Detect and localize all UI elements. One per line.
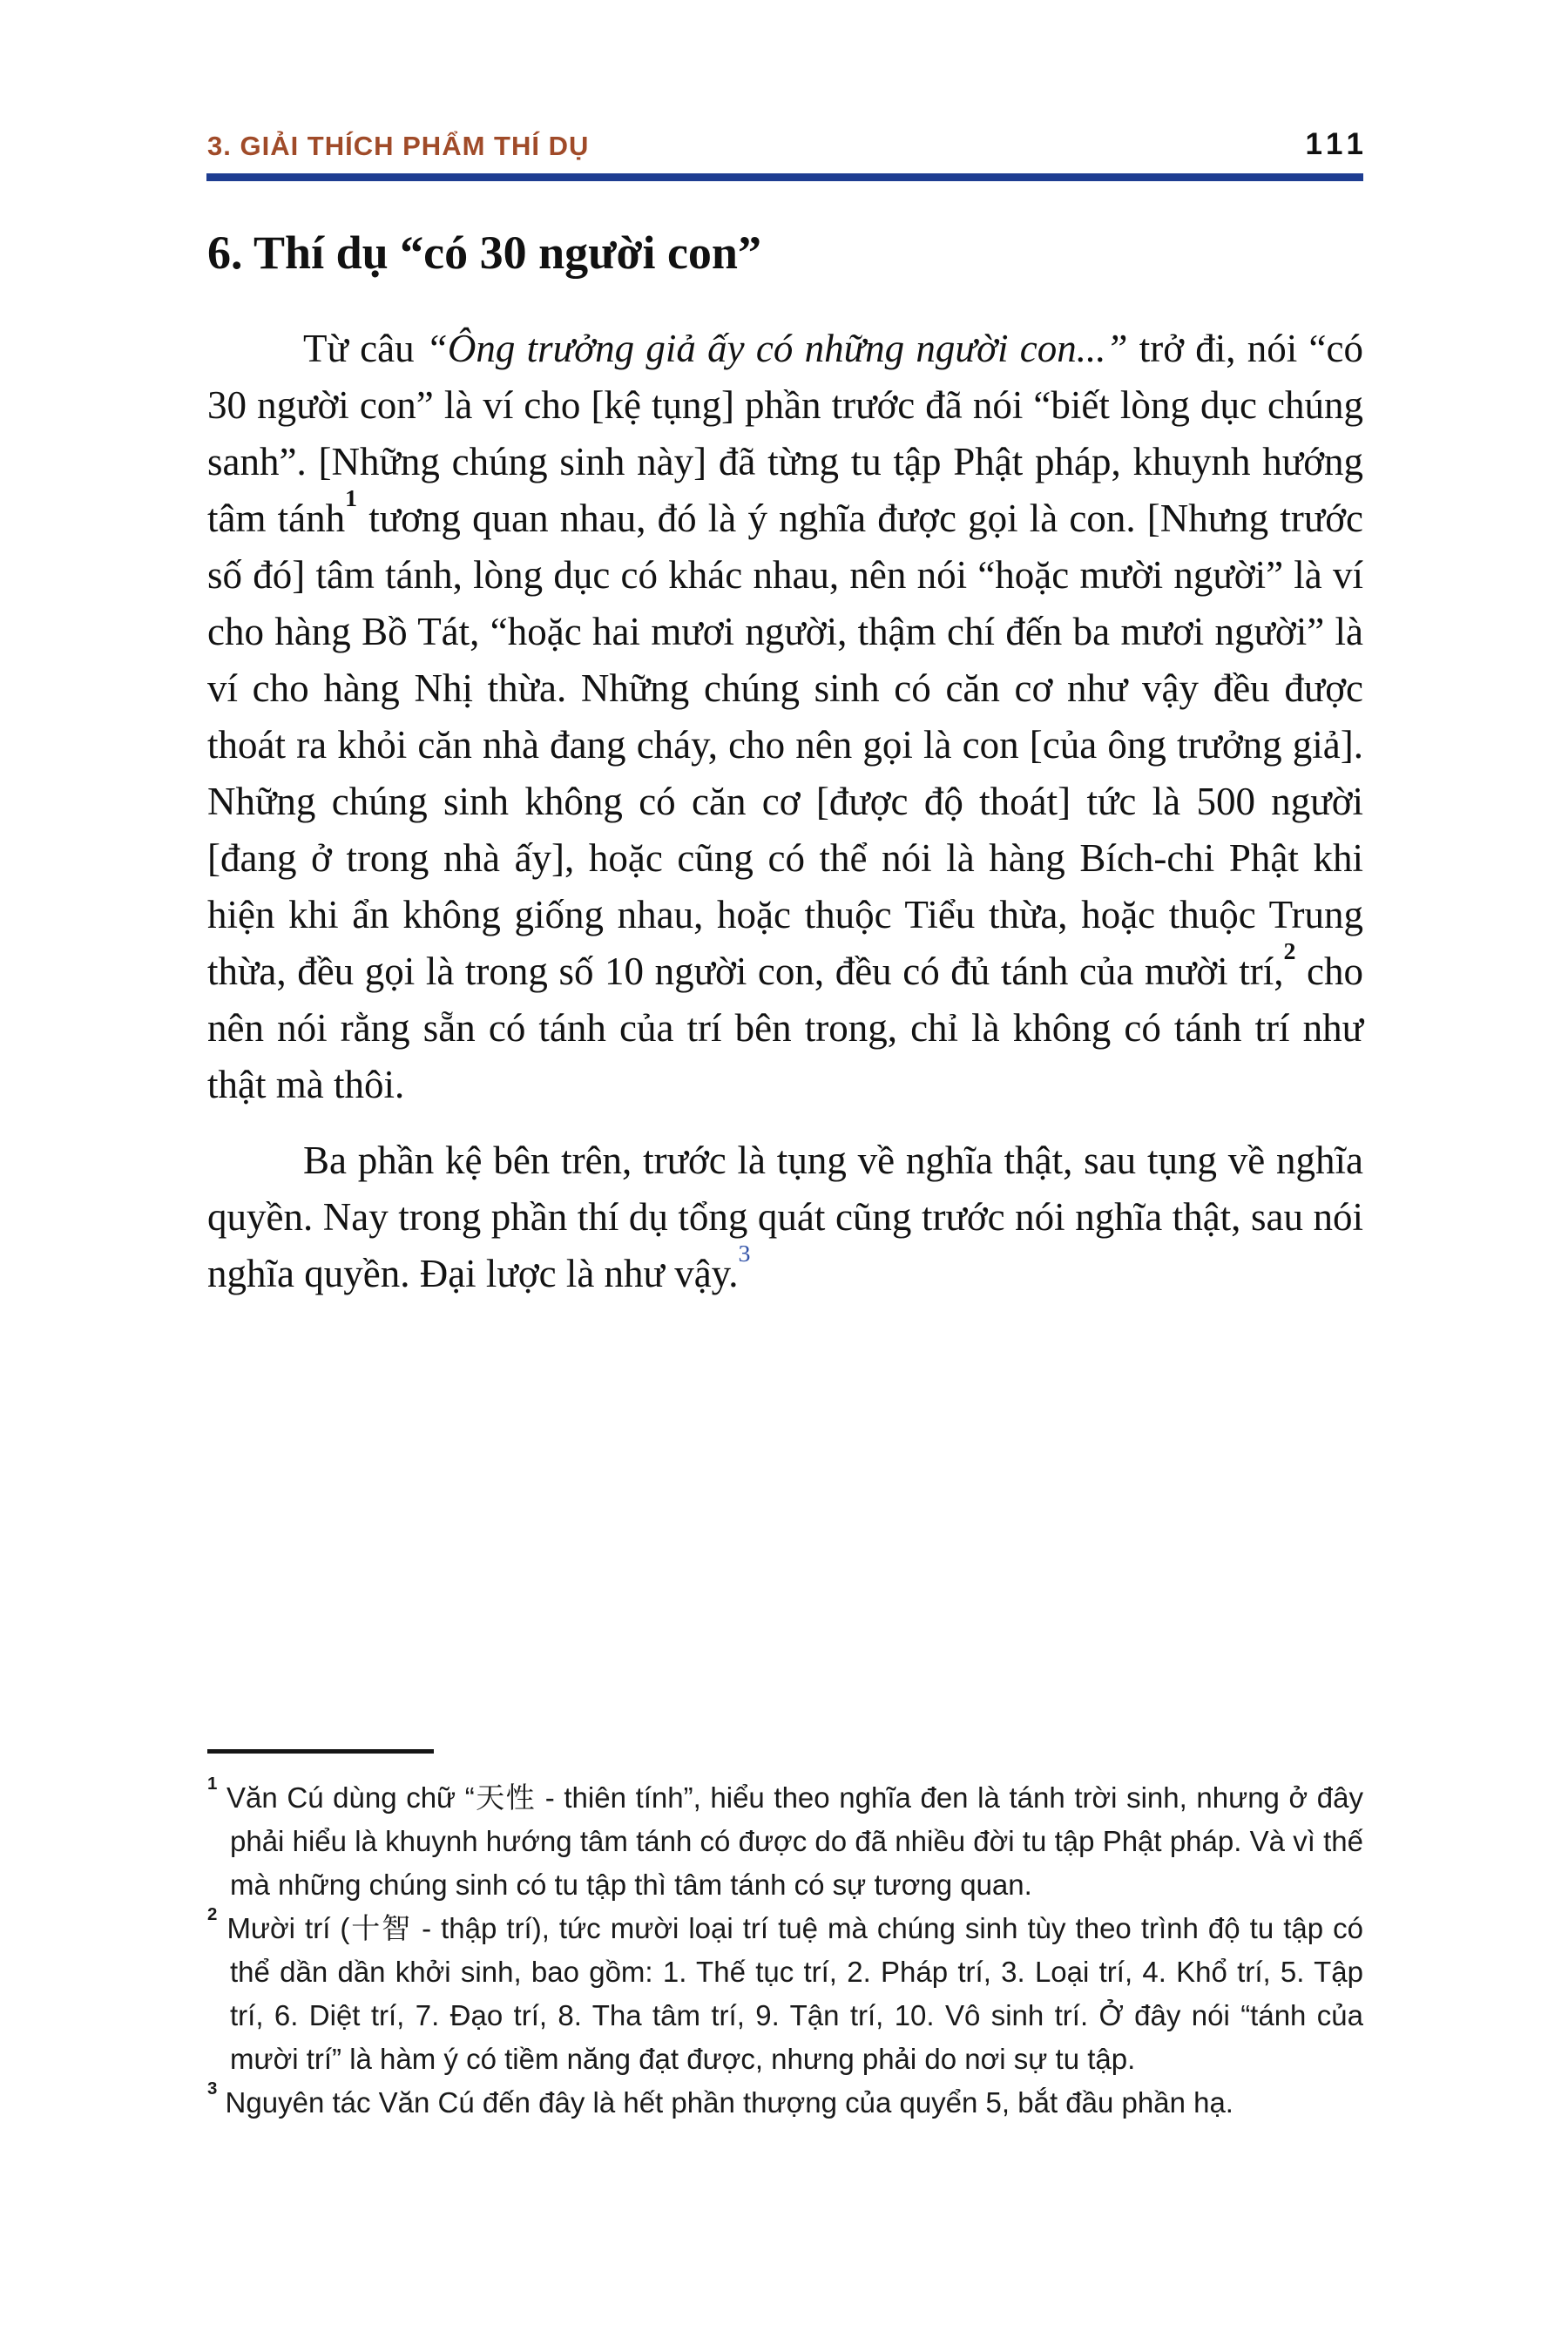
footnote-ref-3: 3 [738, 1240, 751, 1268]
section-heading: 6. Thí dụ “có 30 người con” [207, 226, 761, 279]
footnote-ref-1: 1 [345, 485, 358, 513]
paragraph-1-part-3: tương quan nhau, đó là ý nghĩa được gọi là con. [Nhưng trước số đó] tâm tánh, lòng dục có khác nhau, nên nói “hoặc mười người” là ví cho hàng Bồ Tát, “hoặc hai mươi người, thậm chí đến ba mươi người” là ví cho hàng Nhị thừa. Những chúng sinh có căn cơ như vậy đều được thoát ra khỏi căn nhà đang cháy, cho nên gọi là con [của ông trưởng giả]. Những chúng sinh không có căn cơ [được độ thoát] tức là 500 người [đang ở trong nhà ấy], hoặc cũng có thể nói là hàng Bích-chi Phật khi hiện khi ẩn không giống nhau, hoặc thuộc Tiểu thừa, hoặc thuộc Trung thừa, đều gọi là trong số 10 người con, đều có đủ tánh của mười trí, [207, 497, 1363, 993]
header-rule [206, 173, 1363, 181]
footnote-2-marker: 2 [207, 1903, 218, 1924]
running-head-title: 3. GIẢI THÍCH PHẨM THÍ DỤ [207, 131, 590, 161]
paragraph-1-lead: Từ câu [303, 327, 426, 370]
footnote-3-text: Nguyên tác Văn Cú đến đây là hết phần thượng của quyển 5, bắt đầu phần hạ. [225, 2086, 1233, 2119]
footnote-ref-2: 2 [1283, 938, 1296, 966]
footnotes-section [207, 1749, 1363, 2125]
paragraph-2-text: Ba phần kệ bên trên, trước là tụng về nghĩa thật, sau tụng về nghĩa quyền. Nay trong phần thí dụ tổng quát cũng trước nói nghĩa thật, sau nói nghĩa quyền. Đại lược là như vậy. [207, 1139, 1363, 1295]
footnote-separator-rule [207, 1749, 434, 1754]
footnote-2 [207, 1903, 1363, 2081]
paragraph-1-part-2: trở đi, nói “có 30 người con” là ví cho [kệ tụng] phần trước đã nói “biết lòng dục chúng sanh”. [Những chúng sinh này] đã từng tu tập Phật pháp, khuynh hướng tâm tánh [207, 327, 1363, 540]
paragraph-1-part-4: cho nên nói rằng sẵn có tánh của trí bên trong, chỉ là không có tánh trí như thật mà thôi. [207, 950, 1363, 1106]
footnote-1-marker: 1 [207, 1773, 218, 1794]
page-header [207, 127, 1369, 162]
paragraph-1-italic-quote: “Ông trưởng giả ấy có những người con...” [425, 327, 1128, 370]
paragraph-1 [207, 321, 1363, 1113]
footnote-3-marker: 3 [207, 2078, 218, 2099]
footnote-1-text: Văn Cú dùng chữ “天性 - thiên tính”, hiểu theo nghĩa đen là tánh trời sinh, nhưng ở đây phải hiểu là khuynh hướng tâm tánh có được do đã nhiều đời tu tập Phật pháp. Và vì thế mà những chúng sinh có tu tập thì tâm tánh có sự tương quan. [226, 1781, 1364, 1901]
footnote-2-text: Mười trí (十智 - thập trí), tức mười loại trí tuệ mà chúng sinh tùy theo trình độ tu tập có thể dần dần khởi sinh, bao gồm: 1. Thế tục trí, 2. Pháp trí, 3. Loại trí, 4. Khổ trí, 5. Tập trí, 6. Diệt trí, 7. Đạo trí, 8. Tha tâm trí, 9. Tận trí, 10. Vô sinh trí. Ở đây nói “tánh của mười trí” là hàm ý có tiềm năng đạt được, nhưng phải do nơi sự tu tập. [226, 1912, 1363, 2075]
footnote-1 [207, 1773, 1364, 1907]
page-number: 111 [1305, 127, 1369, 161]
footnote-3 [207, 2078, 1363, 2125]
paragraph-2 [207, 1132, 1363, 1302]
body-text [207, 321, 1363, 1302]
